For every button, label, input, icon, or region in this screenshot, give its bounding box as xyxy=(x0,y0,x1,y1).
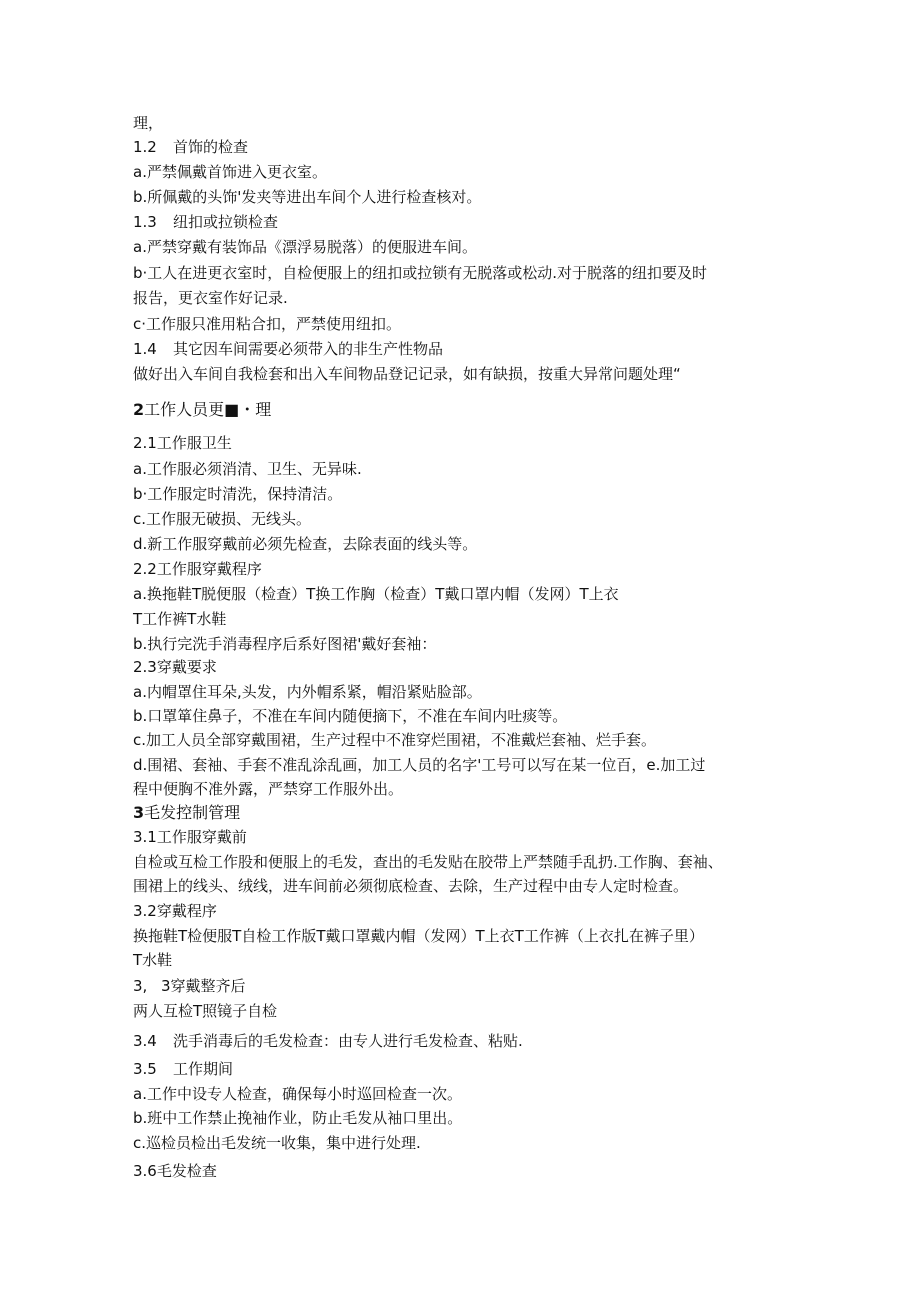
text-line: 自检或互检工作股和便服上的毛发，查出的毛发贴在胶带上严禁随手乱扔.工作胸、套袖、 xyxy=(133,853,723,871)
text-line: c.加工人员全部穿戴围裙，生产过程中不准穿烂围裙，不准戴烂套袖、烂手套。 xyxy=(133,731,657,749)
subsection-heading xyxy=(133,339,443,359)
section-number: 1.4 xyxy=(133,340,157,358)
section-title: 其它因车间需要必须带入的非生产性物品 xyxy=(173,340,444,358)
section-number: 2 xyxy=(133,400,145,419)
text-line: d.新工作服穿戴前必须先检查，去除表面的线头等。 xyxy=(133,535,478,553)
section-title: 洗手消毒后的毛发检查：由专人进行毛发检查、粘贴. xyxy=(173,1032,523,1050)
text-line: 2.3穿戴要求 xyxy=(133,658,217,676)
text-line: 做好出入车间自我检套和出入车间物品登记记录，如有缺损，按重大异常问题处理“ xyxy=(133,365,681,383)
text-line: 两人互检T照镜子自检 xyxy=(133,1002,278,1020)
section-number: 1.2 xyxy=(133,138,157,156)
section-number: 3.4 xyxy=(133,1032,157,1050)
text-line: T工作裤T水鞋 xyxy=(133,610,227,628)
section-number: 3.5 xyxy=(133,1060,157,1078)
section-title: 工作期间 xyxy=(173,1060,234,1078)
section-title: 工作人员更■・理 xyxy=(144,400,272,419)
text-line: d.围裙、套袖、手套不准乱涂乱画，加工人员的名字'工号可以写在某一位百，e.加工过 xyxy=(133,756,706,774)
section-heading xyxy=(133,400,271,420)
text-line: 3.2穿戴程序 xyxy=(133,902,217,920)
section-number: 3, xyxy=(133,977,148,995)
text-line: b.执行完洗手消毒程序后系好图裙'戴好套袖： xyxy=(133,635,437,653)
subsection-heading xyxy=(133,137,248,157)
text-line: 2.2工作服穿戴程序 xyxy=(133,560,262,578)
subsection-heading xyxy=(133,976,246,996)
text-line: a.严禁佩戴首饰进入更衣室。 xyxy=(133,163,327,181)
text-line: 理， xyxy=(133,114,164,132)
section-title: 首饰的检查 xyxy=(173,138,249,156)
section-title: 纽扣或拉锁检查 xyxy=(173,213,279,231)
section-title: 毛发控制管理 xyxy=(144,803,241,822)
text-line: b.口罩箪住鼻子，不准在车间内随便摘下，不准在车间内吐痰等。 xyxy=(133,707,568,725)
text-line: a.工作服必须消清、卫生、无异味. xyxy=(133,460,362,478)
text-line: c.工作服无破损、无线头。 xyxy=(133,510,312,528)
section-number: 3 xyxy=(133,803,145,822)
subsection-heading xyxy=(133,1059,233,1079)
text-line: a.内帽罩住耳朵,头发，内外帽系紧，帽沿紧贴脸部。 xyxy=(133,683,482,701)
text-line: 程中便胸不准外露，严禁穿工作服外出。 xyxy=(133,780,404,798)
text-line: c.巡检员检出毛发统一收集，集中进行处理. xyxy=(133,1134,421,1152)
text-line: 3.1工作服穿戴前 xyxy=(133,828,247,846)
text-line: 围裙上的线头、绒线，进车间前必须彻底检查、去除，生产过程中由专人定时检查。 xyxy=(133,877,689,895)
text-line: a.换拖鞋T脱便服（检查）T换工作胸（检查）T戴口罩内帽（发网）T上衣 xyxy=(133,585,619,603)
text-line: c·工作服只准用粘合扣，严禁使用纽扣。 xyxy=(133,315,402,333)
subsection-heading xyxy=(133,212,278,232)
text-line: a.严禁穿戴有装饰品《漂浮易脱落）的便服进车间。 xyxy=(133,238,477,256)
section-title: 3穿戴整齐后 xyxy=(161,977,246,995)
subsection-heading xyxy=(133,1031,523,1051)
text-line: b·工人在进更衣室时，自检便服上的纽扣或拉锁有无脱落或松动.对于脱落的纽扣要及时 xyxy=(133,264,708,282)
section-heading xyxy=(133,803,240,823)
text-line: b·工作服定时清洗，保持清洁。 xyxy=(133,485,343,503)
text-line: 2.1工作服卫生 xyxy=(133,434,232,452)
text-line: b.班中工作禁止挽袖作业，防止毛发从袖口里出。 xyxy=(133,1109,463,1127)
text-line: a.工作中设专人检查，确保每小时巡回检查一次。 xyxy=(133,1085,462,1103)
text-line: 换拖鞋T检便服T自检工作版T戴口罩戴内帽（发网）T上衣T工作裤（上衣扎在裤子里） xyxy=(133,927,704,945)
text-line: 报告，更衣室作好记录. xyxy=(133,289,288,307)
text-line: 3.6毛发检查 xyxy=(133,1162,217,1180)
text-line: T水鞋 xyxy=(133,951,173,969)
text-line: b.所佩戴的头饰'发夹等进出车间个人进行检查核对。 xyxy=(133,188,482,206)
section-number: 1.3 xyxy=(133,213,157,231)
